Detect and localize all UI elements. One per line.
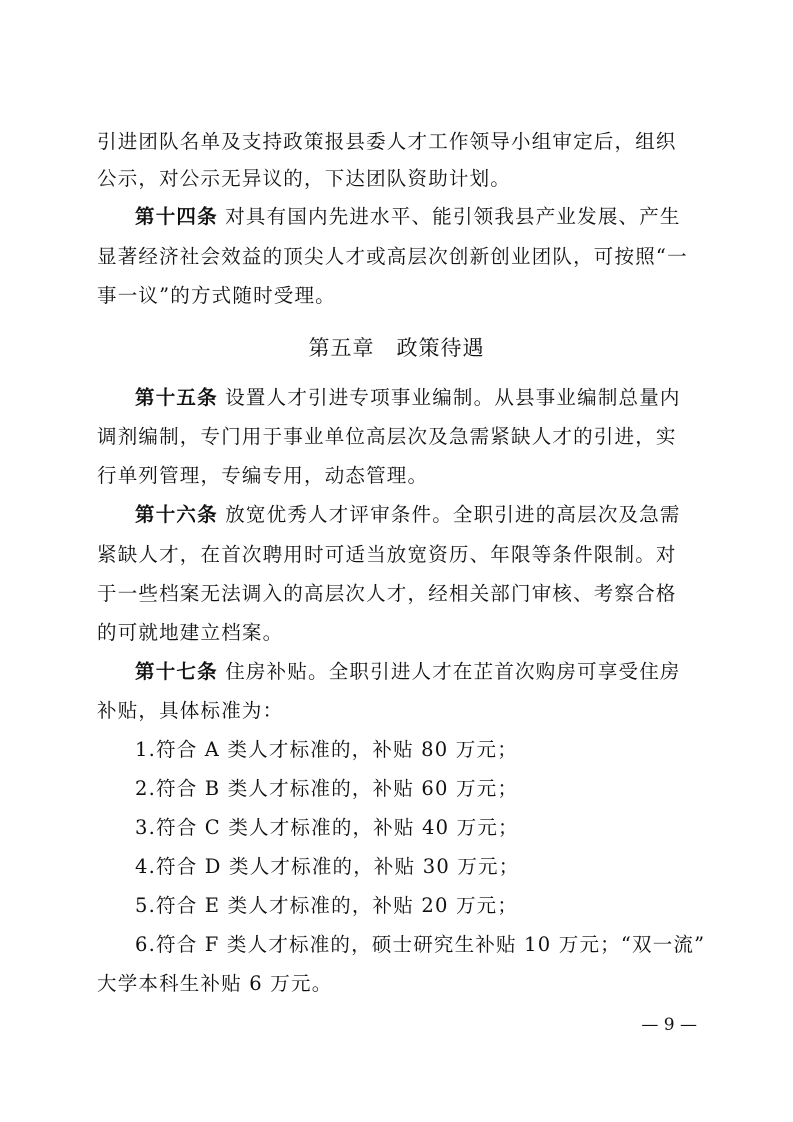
article-14-text: 对具有国内先进水平、能引领我县产业发展、产生 xyxy=(225,205,681,228)
paragraph-line: 公示，对公示无异议的，下达团队资助计划。 xyxy=(97,167,512,190)
paragraph-line: 行单列管理，专编专用，动态管理。 xyxy=(97,464,429,487)
article-16-label: 第十六条 xyxy=(135,503,218,526)
article-15-label: 第十五条 xyxy=(135,386,218,409)
paragraph-line: 大学本科生补贴 6 万元。 xyxy=(97,972,333,995)
page-number: — 9 — xyxy=(641,1015,697,1035)
chapter-number: 第五章 xyxy=(308,336,375,360)
article-15-line xyxy=(135,384,745,412)
article-17-text: 住房补贴。全职引进人才在芷首次购房可享受住房 xyxy=(225,660,681,683)
article-15-text: 设置人才引进专项事业编制。从县事业编制总量内 xyxy=(225,386,681,409)
paragraph-line: 补贴，具体标准为： xyxy=(97,699,284,722)
paragraph-line: 显著经济社会效益的顶尖人才或高层次创新创业团队，可按照“一 xyxy=(97,245,688,268)
article-16-text: 放宽优秀人才评审条件。全职引进的高层次及急需 xyxy=(225,503,681,526)
list-item: 4.符合 D 类人才标准的，补贴 30 万元； xyxy=(135,855,520,878)
list-item: 2.符合 B 类人才标准的，补贴 60 万元； xyxy=(135,777,519,800)
list-item: 5.符合 E 类人才标准的，补贴 20 万元； xyxy=(135,894,519,917)
article-17-label: 第十七条 xyxy=(135,660,218,683)
article-16-line xyxy=(135,501,745,529)
list-item: 1.符合 A 类人才标准的，补贴 80 万元； xyxy=(135,738,518,761)
chapter-heading xyxy=(0,333,793,363)
article-14-line xyxy=(135,203,745,231)
paragraph-line: 引进团队名单及支持政策报县委人才工作领导小组审定后，组织 xyxy=(97,130,677,153)
article-14-label: 第十四条 xyxy=(135,205,218,228)
list-item: 3.符合 C 类人才标准的，补贴 40 万元； xyxy=(135,816,519,839)
list-item: 6.符合 F 类人才标准的，硕士研究生补贴 10 万元；“双一流” xyxy=(135,933,706,956)
paragraph-line: 的可就地建立档案。 xyxy=(97,621,284,644)
chapter-title: 政策待遇 xyxy=(396,336,485,360)
article-17-line xyxy=(135,658,745,686)
paragraph-line: 调剂编制，专门用于事业单位高层次及急需紧缺人才的引进，实 xyxy=(97,425,677,448)
paragraph-line: 事一议”的方式随时受理。 xyxy=(97,284,336,307)
paragraph-line: 于一些档案无法调入的高层次人才，经相关部门审核、考察合格 xyxy=(97,582,677,605)
paragraph-line: 紧缺人才，在首次聘用时可适当放宽资历、年限等条件限制。对 xyxy=(97,543,677,566)
